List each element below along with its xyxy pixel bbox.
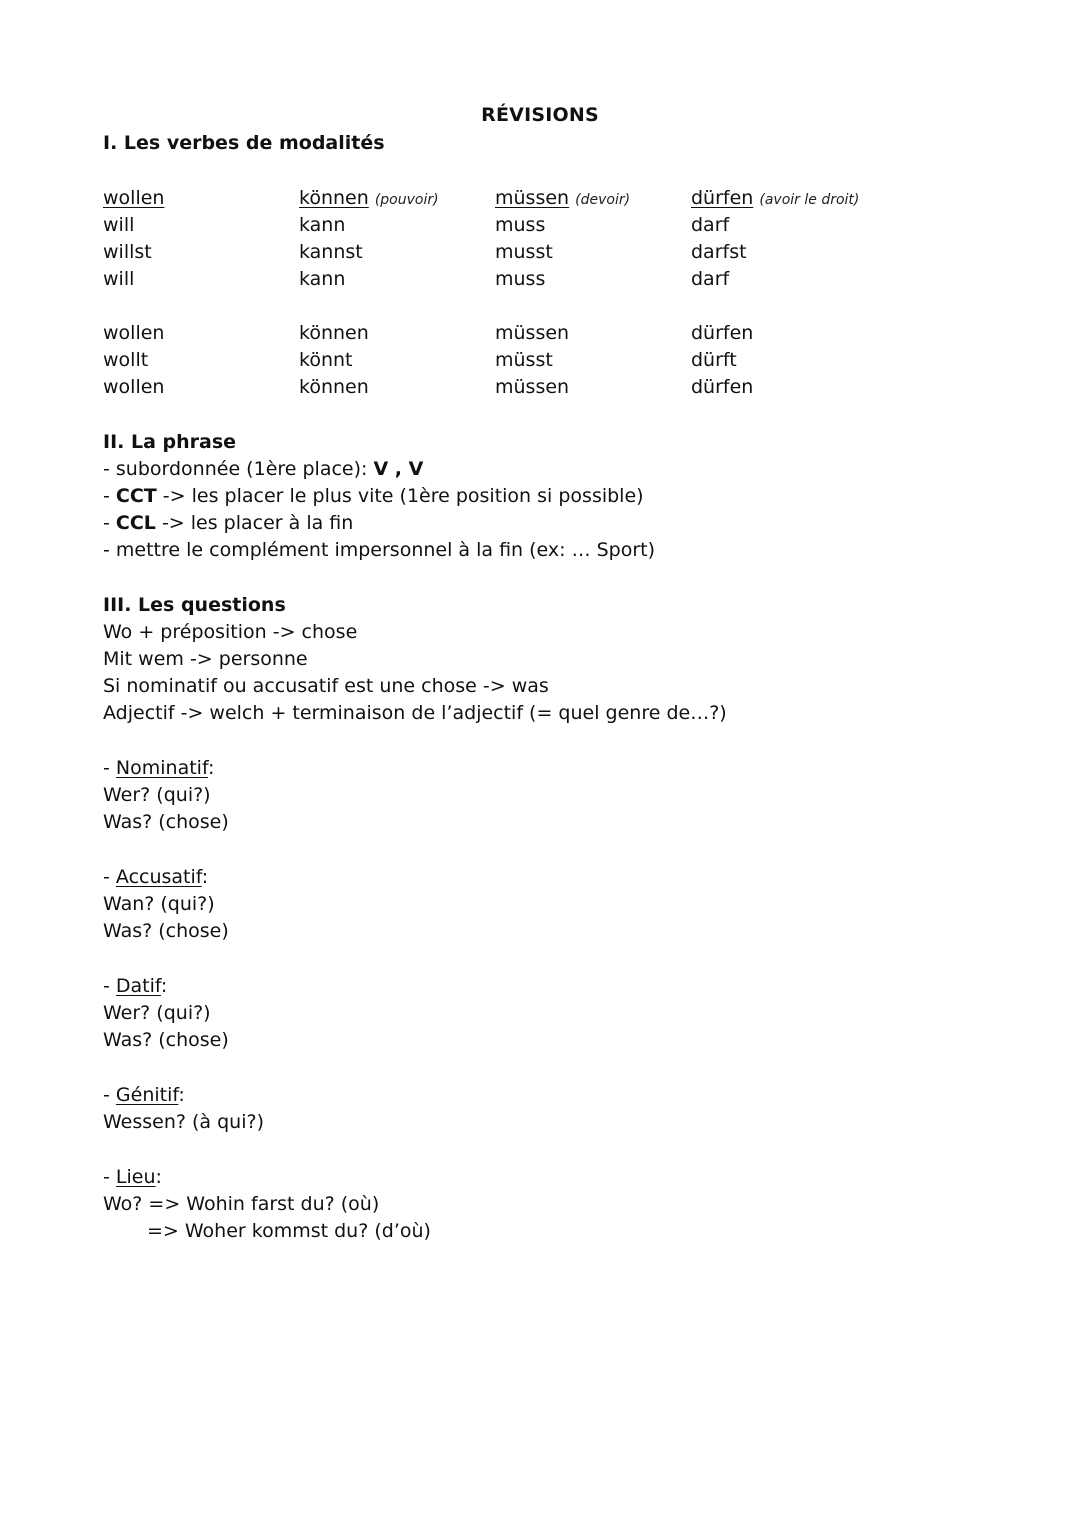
conjugation-cell: wollen [103, 322, 165, 344]
colon: : [207, 757, 215, 779]
phrase-rule-complement: - mettre le complément impersonnel à la fin (ex: … Sport) [103, 539, 656, 561]
question-rule: Wo + préposition -> chose [103, 621, 358, 643]
rule-text: - subordonnée (1ère place): [103, 458, 374, 480]
case-question: Was? (chose) [103, 811, 229, 833]
conjugation-cell: wollt [103, 349, 149, 371]
conjugation-cell: will [103, 214, 135, 236]
case-label: Nominatif [115, 757, 208, 779]
conjugation-cell: müsst [495, 349, 553, 371]
case-question: Wo? => Wohin farst du? (où) [103, 1193, 380, 1215]
conjugation-cell: will [103, 268, 135, 290]
case-question: Wer? (qui?) [103, 784, 211, 806]
rule-text: -> les placer à la fin [155, 512, 354, 534]
rule-bold: V , V [373, 458, 424, 480]
case-heading-nominatif [103, 755, 214, 782]
verb-translation: (avoir le droit) [759, 192, 860, 208]
case-heading-genitif [103, 1082, 185, 1109]
case-label: Datif [115, 975, 161, 997]
rule-bold: CCL [115, 512, 156, 534]
case-question: Was? (chose) [103, 1029, 229, 1051]
case-question: Wessen? (à qui?) [103, 1111, 264, 1133]
question-rule: Si nominatif ou accusatif est une chose -> was [103, 675, 549, 697]
phrase-rule-cct [103, 483, 644, 510]
conjugation-cell: kann [299, 214, 346, 236]
case-question: Wer? (qui?) [103, 1002, 211, 1024]
conjugation-cell: darfst [691, 241, 747, 263]
conjugation-cell: können [299, 376, 369, 398]
section2-heading: II. La phrase [103, 431, 237, 453]
colon: : [178, 1084, 185, 1106]
conjugation-cell: willst [103, 241, 152, 263]
verb-name: können [299, 187, 369, 209]
conjugation-cell: musst [495, 241, 553, 263]
conjugation-cell: müssen [495, 376, 570, 398]
case-question: => Woher kommst du? (d’où) [147, 1220, 431, 1242]
conjugation-cell: müssen [495, 322, 570, 344]
conjugation-cell: dürfen [691, 376, 754, 398]
question-rule: Adjectif -> welch + terminaison de l’adjectif (= quel genre de…?) [103, 702, 727, 724]
case-question: Was? (chose) [103, 920, 229, 942]
case-heading-accusatif [103, 864, 208, 891]
document-title: RÉVISIONS [481, 104, 599, 126]
conjugation-cell: wollen [103, 376, 165, 398]
phrase-rule-ccl [103, 510, 353, 537]
conjugation-cell: kannst [299, 241, 363, 263]
conjugation-cell: darf [691, 268, 730, 290]
case-label: Accusatif [115, 866, 202, 888]
rule-text: -> les placer le plus vite (1ère position si possible) [156, 485, 644, 507]
dash: - [103, 866, 116, 888]
case-heading-lieu [103, 1164, 162, 1191]
verb-header-duerfen [691, 185, 859, 214]
rule-bold: CCT [115, 485, 157, 507]
conjugation-cell: muss [495, 268, 546, 290]
dash: - [103, 1084, 116, 1106]
phrase-rule-subordonnee [103, 456, 423, 483]
verb-header-muessen [495, 185, 630, 214]
verb-header-koennen [299, 185, 439, 214]
question-rule: Mit wem -> personne [103, 648, 308, 670]
dash: - [103, 975, 116, 997]
dash: - [103, 757, 116, 779]
section3-heading: III. Les questions [103, 594, 286, 616]
dash: - [103, 1166, 116, 1188]
conjugation-cell: dürfen [691, 322, 754, 344]
case-label: Lieu [115, 1166, 156, 1188]
conjugation-cell: kann [299, 268, 346, 290]
conjugation-cell: darf [691, 214, 730, 236]
colon: : [201, 866, 209, 888]
verb-name: wollen [103, 187, 165, 209]
case-question: Wan? (qui?) [103, 893, 215, 915]
colon: : [160, 975, 168, 997]
colon: : [155, 1166, 162, 1188]
verb-header-wollen [103, 185, 164, 212]
verb-name: müssen [495, 187, 570, 209]
section1-heading: I. Les verbes de modalités [103, 132, 385, 154]
verb-translation: (devoir) [575, 192, 631, 208]
verb-name: dürfen [691, 187, 754, 209]
conjugation-cell: muss [495, 214, 546, 236]
case-heading-datif [103, 973, 167, 1000]
conjugation-cell: dürft [691, 349, 737, 371]
conjugation-cell: könnt [299, 349, 353, 371]
verb-translation: (pouvoir) [374, 192, 439, 208]
case-label: Génitif [115, 1084, 179, 1106]
conjugation-cell: können [299, 322, 369, 344]
rule-text: - [103, 485, 116, 507]
rule-text: - [103, 512, 116, 534]
